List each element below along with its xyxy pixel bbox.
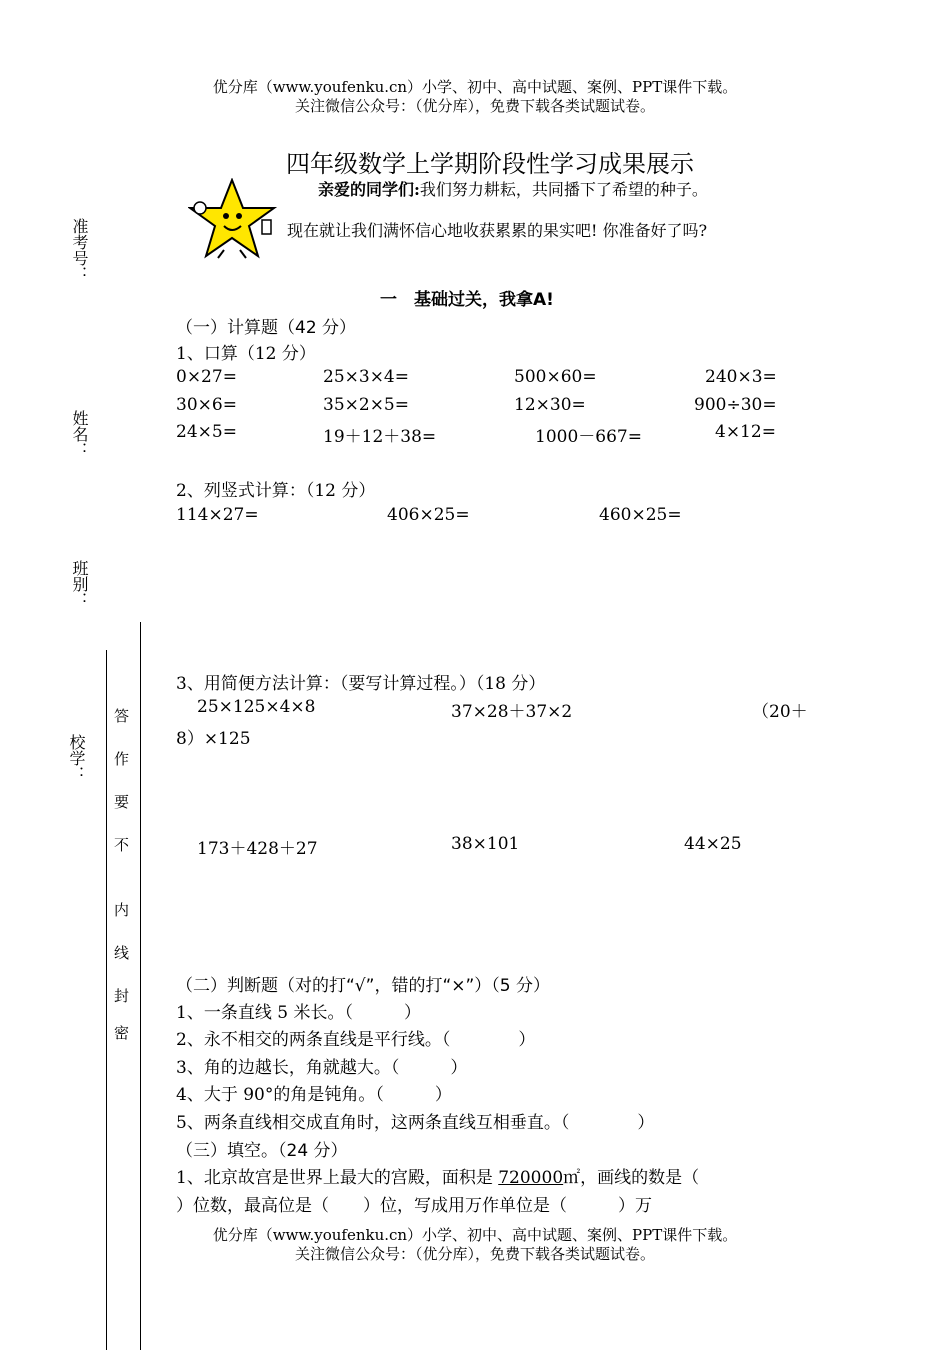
class-label: 班别： <box>70 560 89 608</box>
simple-item: （20＋ <box>752 702 808 722</box>
footer-line-2: 关注微信公众号：（优分库），免费下载各类试题试卷。 <box>294 1245 655 1263</box>
oral-item: 25×3×4= <box>323 367 409 387</box>
seal-char: 不 <box>114 836 130 854</box>
intro-greeting: 亲爱的同学们: <box>318 180 420 199</box>
page-title: 四年级数学上学期阶段性学习成果展示 <box>286 150 694 178</box>
intro-line-1 <box>318 177 708 200</box>
q1-title: 1、口算（12 分） <box>176 344 316 364</box>
oral-item: 30×6= <box>176 395 237 415</box>
q3-title: 3、用简便方法计算：（要写计算过程。）（18 分） <box>176 674 546 694</box>
oral-item: 35×2×5= <box>323 395 409 415</box>
header-line-2: 关注微信公众号：（优分库），免费下载各类试题试卷。 <box>294 97 655 115</box>
section-1-title: 一 基础过关，我拿A! <box>380 290 554 310</box>
intro-line-2: 现在就让我们满怀信心地收获累累的果实吧! 你准备好了吗? <box>287 221 708 240</box>
seal-char: 要 <box>114 793 130 811</box>
oral-item: 24×5= <box>176 422 237 442</box>
vertical-item: 406×25= <box>387 505 470 525</box>
fill-q1-line1 <box>176 1163 699 1188</box>
oral-item: 0×27= <box>176 367 237 387</box>
fill-q1-underlined-number: 720000 <box>498 1168 564 1188</box>
footer-line-1: 优分库（www.youfenku.cn）小学、初中、高中试题、案例、PPT课件下载。 <box>212 1226 738 1244</box>
header-line-1: 优分库（www.youfenku.cn）小学、初中、高中试题、案例、PPT课件下载。 <box>212 78 738 96</box>
oral-item: 1000－667= <box>535 427 642 447</box>
school-label: 校学： <box>67 734 86 782</box>
fill-q1-text-b: ㎡，画线的数是（ <box>563 1168 700 1188</box>
simple-item: 173＋428＋27 <box>197 839 318 859</box>
simple-item: 44×25 <box>684 834 742 854</box>
part-1-title: （一）计算题（42 分） <box>176 318 357 338</box>
intro-text-1: 我们努力耕耘，共同播下了希望的种子。 <box>419 180 708 199</box>
star-mascot-icon <box>188 178 278 260</box>
vertical-item: 114×27= <box>176 505 259 525</box>
part-2-title: （二）判断题（对的打“√”，错的打“×”）（5 分） <box>176 976 551 996</box>
judge-item: 4、大于 90°的角是钝角。（ ） <box>176 1085 452 1105</box>
oral-item: 19＋12＋38= <box>323 427 437 447</box>
q2-title: 2、列竖式计算：（12 分） <box>176 481 376 501</box>
oral-item: 900÷30= <box>694 395 777 415</box>
simple-item: 25×125×4×8 <box>197 697 316 717</box>
seal-char: 答 <box>114 707 130 725</box>
seal-char: 内 <box>114 901 130 919</box>
seal-char: 封 <box>114 987 130 1005</box>
judge-item: 3、角的边越长，角就越大。（ ） <box>176 1058 468 1078</box>
vertical-item: 460×25= <box>599 505 682 525</box>
judge-item: 5、两条直线相交成直角时，这两条直线互相垂直。（ ） <box>176 1113 655 1133</box>
oral-item: 12×30= <box>514 395 586 415</box>
simple-item-cont: 8）×125 <box>176 729 251 749</box>
seal-char: 密 <box>114 1024 130 1042</box>
fill-q1-line2: ）位数，最高位是（ ）位，写成用万作单位是（ ）万 <box>176 1196 652 1216</box>
oral-item: 500×60= <box>514 367 597 387</box>
judge-item: 2、永不相交的两条直线是平行线。（ ） <box>176 1030 536 1050</box>
seal-char: 作 <box>114 750 130 768</box>
oral-item: 240×3= <box>705 367 777 387</box>
fill-q1-text-a: 1、北京故宫是世界上最大的宫殿，面积是 <box>176 1168 499 1188</box>
seal-char: 线 <box>114 944 130 962</box>
simple-item: 38×101 <box>451 834 520 854</box>
name-label: 姓名： <box>70 410 89 458</box>
simple-item: 37×28＋37×2 <box>451 702 573 722</box>
judge-item: 1、一条直线 5 米长。（ ） <box>176 1003 421 1023</box>
oral-item: 4×12= <box>715 422 776 442</box>
part-3-title: （三）填空。（24 分） <box>176 1141 348 1161</box>
exam-number-label: 准考号： <box>70 218 89 282</box>
